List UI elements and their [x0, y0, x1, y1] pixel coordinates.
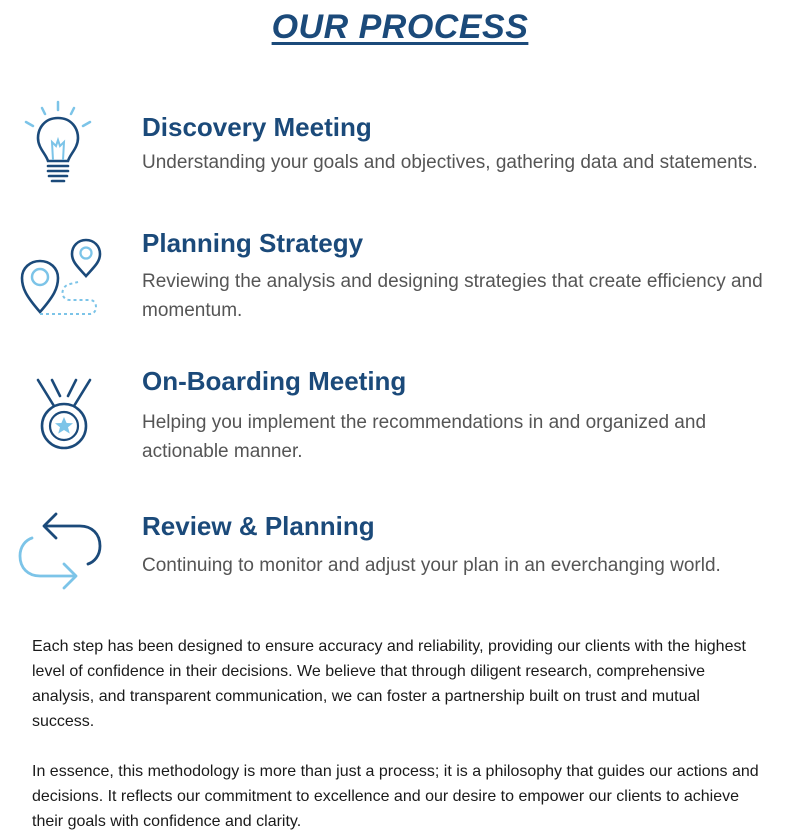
lightbulb-icon: [14, 98, 106, 190]
step-description: Continuing to monitor and adjust your plan in an everchanging world.: [142, 555, 721, 576]
step-title: On-Boarding Meeting: [142, 366, 407, 396]
step-title: Planning Strategy: [142, 228, 364, 258]
cycle-arrows-icon: [14, 504, 106, 596]
step-title: Review & Planning: [142, 511, 375, 541]
map-pins-route-icon: [14, 234, 106, 326]
medal-star-icon: [14, 376, 106, 468]
step-description: Understanding your goals and objectives, gathering data and statements.: [142, 152, 758, 173]
body-paragraph: In essence, this methodology is more than just a process; it is a philosophy that guides our actions and decisions. It reflects our commitment to excellence and our desire to empower our clients to achieve their goals with confidence and clarity.: [32, 763, 759, 830]
step-description: Reviewing the analysis and designing strategies that create efficiency and momentum.: [142, 271, 763, 321]
step-description: Helping you implement the recommendations in and organized and actionable manner.: [142, 412, 707, 462]
step-title: Discovery Meeting: [142, 112, 372, 142]
body-paragraph: Each step has been designed to ensure accuracy and reliability, providing our clients with the highest level of confidence in their decisions. We believe that through diligent research, comprehensive analysis, and transparent communication, we can foster a partnership built on trust and mutual success.: [32, 638, 746, 730]
page-title: OUR PROCESS: [271, 8, 529, 46]
